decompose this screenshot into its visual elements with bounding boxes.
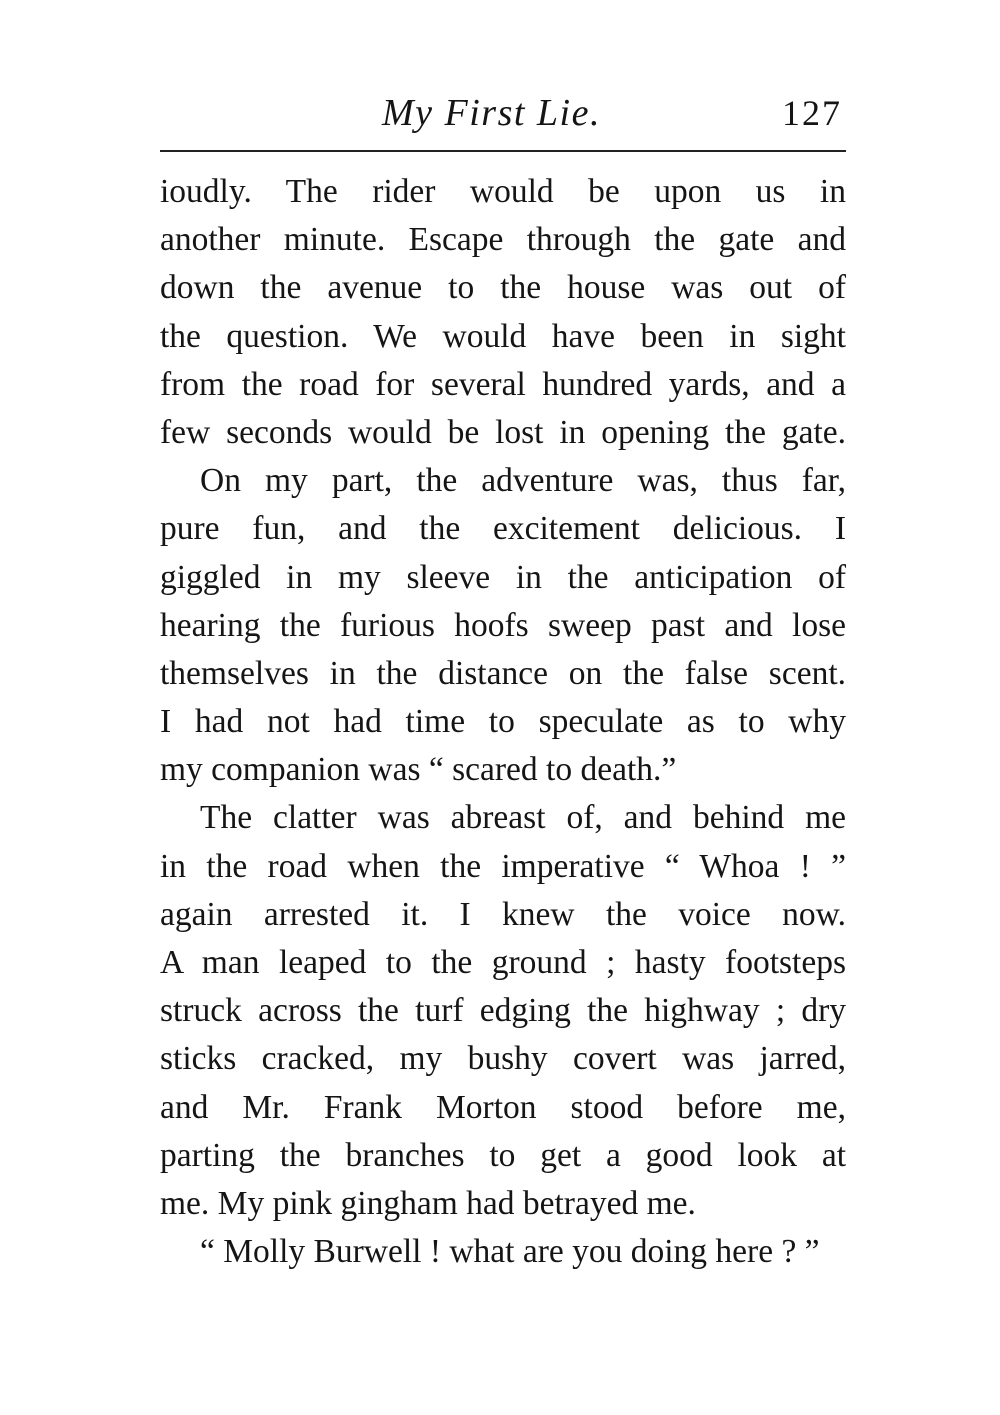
text-line: parting the branches to get a good look at: [160, 1136, 846, 1174]
text-line: from the road for several hundred yards, and a: [160, 365, 846, 403]
body-text: [160, 168, 846, 1276]
text-line: sticks cracked, my bushy covert was jarred,: [160, 1040, 846, 1078]
text-line: giggled in my sleeve in the anticipation of: [160, 558, 846, 596]
text-line: me. My pink gingham had betrayed me.: [160, 1184, 696, 1222]
text-line: and Mr. Frank Morton stood before me,: [160, 1088, 846, 1126]
text-line: in the road when the imperative “ Whoa ! ”: [160, 847, 846, 885]
text-line: hearing the furious hoofs sweep past and lose: [160, 606, 846, 644]
text-line: A man leaped to the ground ; hasty footsteps: [160, 944, 846, 981]
text-line: my companion was “ scared to death.”: [160, 751, 677, 789]
running-title: My First Lie.: [382, 92, 601, 134]
text-line: another minute. Escape through the gate and: [160, 221, 846, 259]
text-line: struck across the turf edging the highway ; dry: [160, 992, 846, 1030]
text-line: On my part, the adventure was, thus far,: [200, 462, 846, 500]
text-line: few seconds would be lost in opening the gate.: [160, 413, 846, 451]
text-line: ioudly. The rider would be upon us in: [160, 173, 846, 210]
text-line: pure fun, and the excitement delicious. I: [160, 510, 846, 548]
text-line: “ Molly Burwell ! what are you doing here ? ”: [200, 1233, 820, 1271]
text-line: down the avenue to the house was out of: [160, 269, 846, 307]
page-number: 127: [782, 93, 842, 133]
header-rule: [160, 150, 846, 152]
running-head: [160, 88, 850, 138]
text-line: The clatter was abreast of, and behind me: [200, 799, 846, 837]
text-line: themselves in the distance on the false scent.: [160, 654, 846, 692]
text-line: the question. We would have been in sight: [160, 317, 846, 355]
text-line: I had not had time to speculate as to why: [160, 703, 846, 741]
text-line: again arrested it. I knew the voice now.: [160, 895, 846, 933]
